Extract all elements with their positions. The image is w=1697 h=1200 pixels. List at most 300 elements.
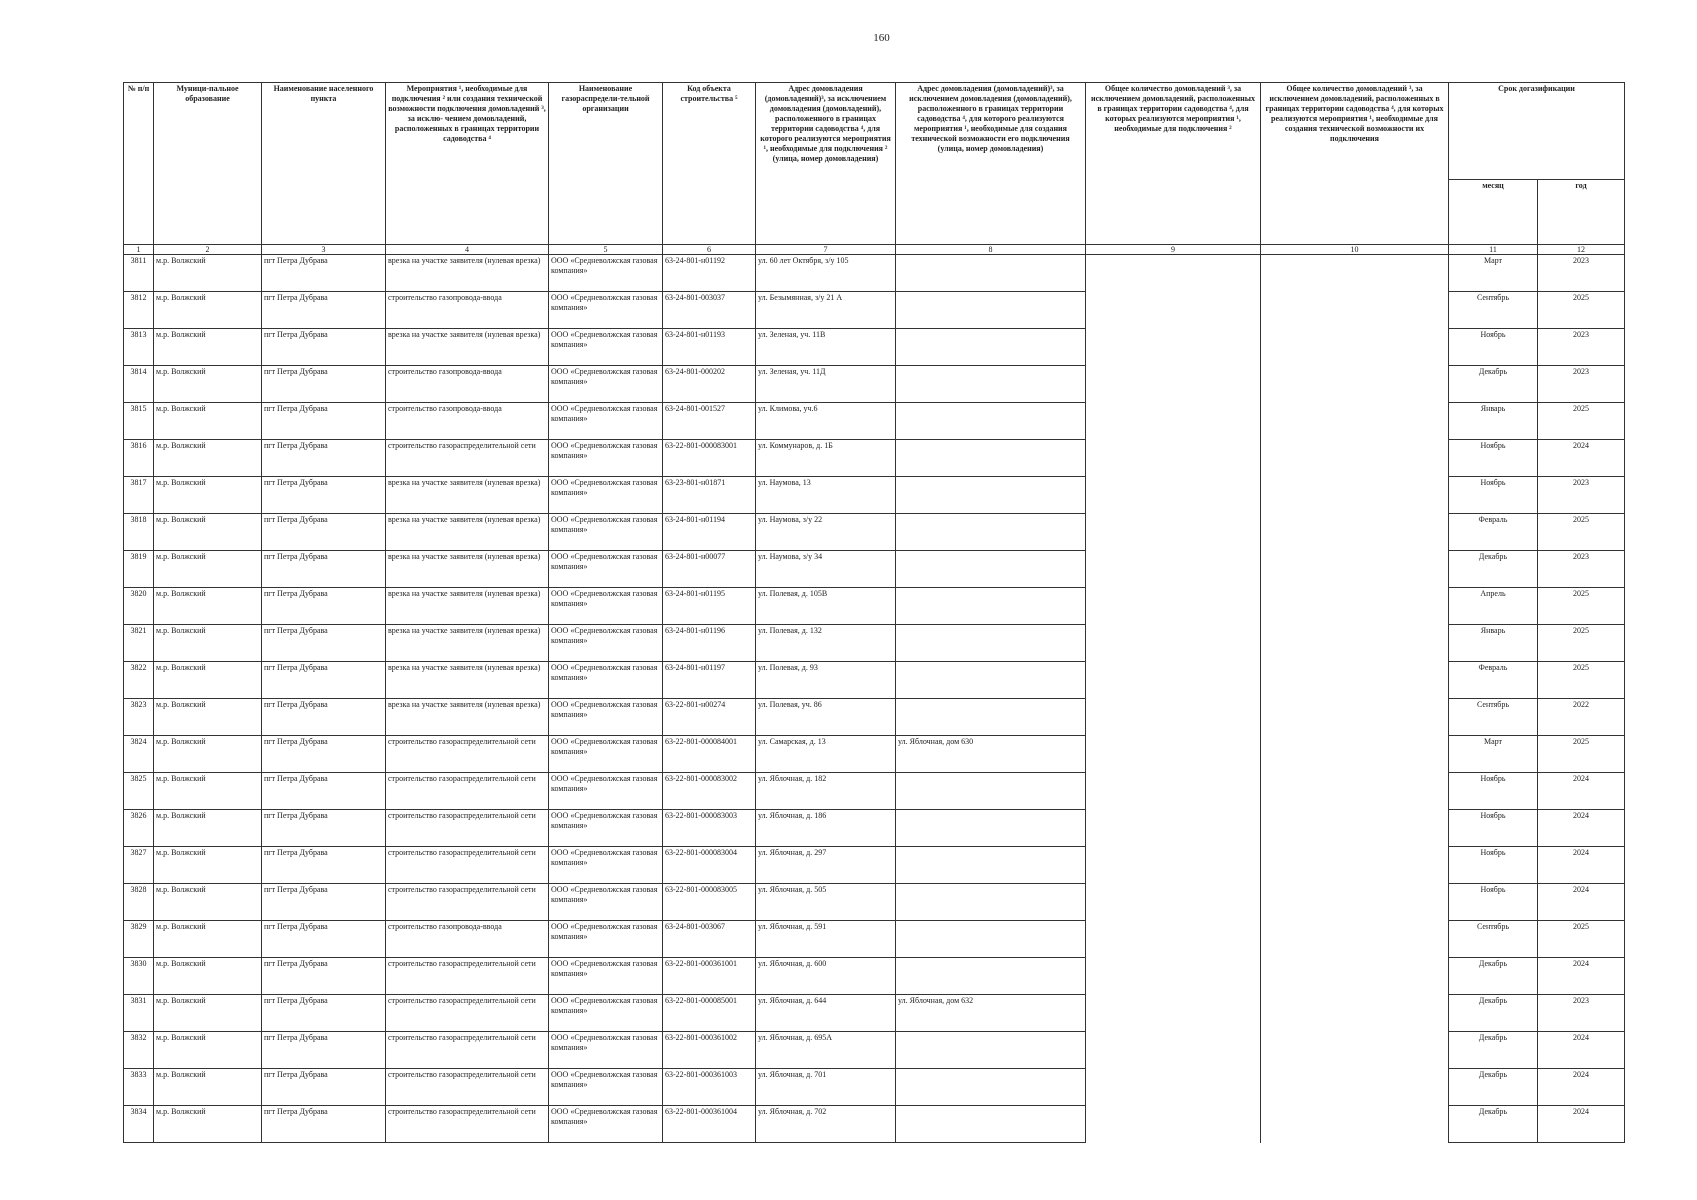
- object-code-cell: 63-23-801-н01871: [663, 477, 756, 514]
- address-technical-cell: [896, 1032, 1086, 1069]
- month-cell: Декабрь: [1449, 1106, 1538, 1143]
- table-row: [124, 736, 1625, 773]
- address-technical-cell: [896, 1069, 1086, 1106]
- measure-cell: строительство газопровода-ввода: [386, 292, 549, 329]
- year-cell: 2025: [1538, 625, 1625, 662]
- count-connection-cell: [1086, 1069, 1261, 1106]
- header-deadline: Срок догазификации: [1449, 83, 1625, 180]
- month-cell: Январь: [1449, 625, 1538, 662]
- municipality-cell: м.р. Волжский: [154, 440, 262, 477]
- count-connection-cell: [1086, 440, 1261, 477]
- count-technical-cell: [1261, 773, 1449, 810]
- organization-cell: ООО «Средневолжская газовая компания»: [549, 403, 663, 440]
- table-row: [124, 662, 1625, 699]
- year-cell: 2024: [1538, 1069, 1625, 1106]
- count-technical-cell: [1261, 403, 1449, 440]
- address-technical-cell: [896, 662, 1086, 699]
- organization-cell: ООО «Средневолжская газовая компания»: [549, 995, 663, 1032]
- row-number: 3814: [124, 366, 154, 403]
- object-code-cell: 63-22-801-000083004: [663, 847, 756, 884]
- year-cell: 2023: [1538, 477, 1625, 514]
- month-cell: Ноябрь: [1449, 884, 1538, 921]
- column-number: 6: [663, 245, 756, 255]
- object-code-cell: 63-24-801-н01193: [663, 329, 756, 366]
- object-code-cell: 63-24-801-000202: [663, 366, 756, 403]
- count-connection-cell: [1086, 366, 1261, 403]
- year-cell: 2023: [1538, 551, 1625, 588]
- count-connection-cell: [1086, 551, 1261, 588]
- municipality-cell: м.р. Волжский: [154, 773, 262, 810]
- row-number: 3826: [124, 810, 154, 847]
- settlement-cell: пгт Петра Дубрава: [262, 1106, 386, 1143]
- count-technical-cell: [1261, 329, 1449, 366]
- page-number: 160: [873, 32, 890, 44]
- count-technical-cell: [1261, 588, 1449, 625]
- count-technical-cell: [1261, 847, 1449, 884]
- table-row: [124, 810, 1625, 847]
- address-technical-cell: [896, 810, 1086, 847]
- municipality-cell: м.р. Волжский: [154, 625, 262, 662]
- year-cell: 2024: [1538, 810, 1625, 847]
- table-row: [124, 1106, 1625, 1143]
- settlement-cell: пгт Петра Дубрава: [262, 329, 386, 366]
- organization-cell: ООО «Средневолжская газовая компания»: [549, 255, 663, 292]
- object-code-cell: 63-22-801-000083001: [663, 440, 756, 477]
- row-number: 3832: [124, 1032, 154, 1069]
- year-cell: 2024: [1538, 847, 1625, 884]
- table-row: [124, 1069, 1625, 1106]
- table-row: [124, 921, 1625, 958]
- object-code-cell: 63-22-801-н00274: [663, 699, 756, 736]
- count-connection-cell: [1086, 995, 1261, 1032]
- address-technical-cell: [896, 884, 1086, 921]
- address-connection-cell: ул. Безымянная, з/у 21 А: [756, 292, 896, 329]
- count-technical-cell: [1261, 884, 1449, 921]
- count-technical-cell: [1261, 551, 1449, 588]
- table-row: [124, 588, 1625, 625]
- organization-cell: ООО «Средневолжская газовая компания»: [549, 625, 663, 662]
- count-connection-cell: [1086, 736, 1261, 773]
- address-connection-cell: ул. Яблочная, д. 186: [756, 810, 896, 847]
- measure-cell: строительство газораспределительной сети: [386, 847, 549, 884]
- count-technical-cell: [1261, 921, 1449, 958]
- row-number: 3828: [124, 884, 154, 921]
- organization-cell: ООО «Средневолжская газовая компания»: [549, 366, 663, 403]
- column-number: 4: [386, 245, 549, 255]
- address-technical-cell: [896, 551, 1086, 588]
- address-connection-cell: ул. Наумова, з/у 22: [756, 514, 896, 551]
- row-number: 3833: [124, 1069, 154, 1106]
- count-technical-cell: [1261, 477, 1449, 514]
- table-row: [124, 884, 1625, 921]
- count-connection-cell: [1086, 329, 1261, 366]
- object-code-cell: 63-24-801-003067: [663, 921, 756, 958]
- settlement-cell: пгт Петра Дубрава: [262, 1069, 386, 1106]
- month-cell: Ноябрь: [1449, 847, 1538, 884]
- municipality-cell: м.р. Волжский: [154, 551, 262, 588]
- measure-cell: врезка на участке заявителя (нулевая врезка): [386, 662, 549, 699]
- address-technical-cell: [896, 440, 1086, 477]
- measure-cell: строительство газораспределительной сети: [386, 1106, 549, 1143]
- year-cell: 2025: [1538, 514, 1625, 551]
- row-number: 3820: [124, 588, 154, 625]
- address-connection-cell: ул. Зеленая, уч. 11Д: [756, 366, 896, 403]
- year-cell: 2023: [1538, 995, 1625, 1032]
- header-count-technical: Общее количество домовладений ³, за исключением домовладений, расположенных в границах территории садоводства ⁴, для которых реализуются мероприятия ¹, необходимые для создания технической возможности их подключения: [1261, 83, 1449, 245]
- year-cell: 2023: [1538, 329, 1625, 366]
- measure-cell: строительство газораспределительной сети: [386, 1032, 549, 1069]
- row-number: 3829: [124, 921, 154, 958]
- settlement-cell: пгт Петра Дубрава: [262, 588, 386, 625]
- column-numbers-row: [124, 245, 1625, 255]
- address-connection-cell: ул. Яблочная, д. 695А: [756, 1032, 896, 1069]
- organization-cell: ООО «Средневолжская газовая компания»: [549, 847, 663, 884]
- address-connection-cell: ул. Коммунаров, д. 1Б: [756, 440, 896, 477]
- address-technical-cell: [896, 514, 1086, 551]
- row-number: 3812: [124, 292, 154, 329]
- object-code-cell: 63-22-801-000361004: [663, 1106, 756, 1143]
- table-row: [124, 329, 1625, 366]
- object-code-cell: 63-22-801-000083002: [663, 773, 756, 810]
- count-connection-cell: [1086, 255, 1261, 292]
- object-code-cell: 63-24-801-н00077: [663, 551, 756, 588]
- municipality-cell: м.р. Волжский: [154, 1032, 262, 1069]
- month-cell: Январь: [1449, 403, 1538, 440]
- row-number: 3831: [124, 995, 154, 1032]
- measure-cell: врезка на участке заявителя (нулевая врезка): [386, 588, 549, 625]
- count-technical-cell: [1261, 995, 1449, 1032]
- municipality-cell: м.р. Волжский: [154, 884, 262, 921]
- header-municipality: Муници-пальное образование: [154, 83, 262, 245]
- column-number: 2: [154, 245, 262, 255]
- count-technical-cell: [1261, 1069, 1449, 1106]
- municipality-cell: м.р. Волжский: [154, 810, 262, 847]
- count-connection-cell: [1086, 958, 1261, 995]
- organization-cell: ООО «Средневолжская газовая компания»: [549, 514, 663, 551]
- table-row: [124, 514, 1625, 551]
- row-number: 3819: [124, 551, 154, 588]
- municipality-cell: м.р. Волжский: [154, 736, 262, 773]
- count-connection-cell: [1086, 699, 1261, 736]
- organization-cell: ООО «Средневолжская газовая компания»: [549, 736, 663, 773]
- count-connection-cell: [1086, 1106, 1261, 1143]
- count-technical-cell: [1261, 514, 1449, 551]
- municipality-cell: м.р. Волжский: [154, 329, 262, 366]
- table-row: [124, 699, 1625, 736]
- table-row: [124, 366, 1625, 403]
- month-cell: Февраль: [1449, 514, 1538, 551]
- count-connection-cell: [1086, 773, 1261, 810]
- month-cell: Апрель: [1449, 588, 1538, 625]
- header-count-connection: Общее количество домовладений ³, за исключением домовладений, расположенных в границах территории садоводства ⁴, для которых реализуются мероприятия ¹, необходимые для подключения ²: [1086, 83, 1261, 245]
- municipality-cell: м.р. Волжский: [154, 292, 262, 329]
- year-cell: 2025: [1538, 662, 1625, 699]
- month-cell: Ноябрь: [1449, 477, 1538, 514]
- row-number: 3811: [124, 255, 154, 292]
- month-cell: Ноябрь: [1449, 329, 1538, 366]
- organization-cell: ООО «Средневолжская газовая компания»: [549, 1032, 663, 1069]
- row-number: 3816: [124, 440, 154, 477]
- row-number: 3825: [124, 773, 154, 810]
- row-number: 3813: [124, 329, 154, 366]
- gasification-table: [123, 82, 1625, 1143]
- measure-cell: строительство газопровода-ввода: [386, 403, 549, 440]
- object-code-cell: 63-24-801-н01192: [663, 255, 756, 292]
- month-cell: Март: [1449, 255, 1538, 292]
- address-technical-cell: ул. Яблочная, дом 630: [896, 736, 1086, 773]
- measure-cell: врезка на участке заявителя (нулевая врезка): [386, 699, 549, 736]
- address-technical-cell: [896, 329, 1086, 366]
- count-connection-cell: [1086, 588, 1261, 625]
- settlement-cell: пгт Петра Дубрава: [262, 736, 386, 773]
- address-connection-cell: ул. Яблочная, д. 644: [756, 995, 896, 1032]
- table-row: [124, 847, 1625, 884]
- header-measures: Мероприятия ¹, необходимые для подключения ² или создания технической возможности подключения домовладений ³, за исклю- чением домовладений, расположенных в границах территории садоводства ⁴: [386, 83, 549, 245]
- address-connection-cell: ул. Климова, уч.6: [756, 403, 896, 440]
- address-connection-cell: ул. Яблочная, д. 701: [756, 1069, 896, 1106]
- month-cell: Декабрь: [1449, 1069, 1538, 1106]
- measure-cell: строительство газораспределительной сети: [386, 884, 549, 921]
- settlement-cell: пгт Петра Дубрава: [262, 403, 386, 440]
- count-technical-cell: [1261, 662, 1449, 699]
- address-connection-cell: ул. Яблочная, д. 702: [756, 1106, 896, 1143]
- count-technical-cell: [1261, 366, 1449, 403]
- count-technical-cell: [1261, 1032, 1449, 1069]
- address-connection-cell: ул. Полевая, д. 105В: [756, 588, 896, 625]
- measure-cell: врезка на участке заявителя (нулевая врезка): [386, 255, 549, 292]
- settlement-cell: пгт Петра Дубрава: [262, 773, 386, 810]
- settlement-cell: пгт Петра Дубрава: [262, 440, 386, 477]
- month-cell: Сентябрь: [1449, 699, 1538, 736]
- address-technical-cell: [896, 403, 1086, 440]
- address-technical-cell: [896, 588, 1086, 625]
- object-code-cell: 63-22-801-000361002: [663, 1032, 756, 1069]
- municipality-cell: м.р. Волжский: [154, 699, 262, 736]
- table-row: [124, 1032, 1625, 1069]
- column-number: 12: [1538, 245, 1625, 255]
- count-technical-cell: [1261, 736, 1449, 773]
- address-connection-cell: ул. Яблочная, д. 182: [756, 773, 896, 810]
- row-number: 3822: [124, 662, 154, 699]
- object-code-cell: 63-24-801-003037: [663, 292, 756, 329]
- municipality-cell: м.р. Волжский: [154, 958, 262, 995]
- count-technical-cell: [1261, 958, 1449, 995]
- row-number: 3818: [124, 514, 154, 551]
- settlement-cell: пгт Петра Дубрава: [262, 995, 386, 1032]
- settlement-cell: пгт Петра Дубрава: [262, 810, 386, 847]
- month-cell: Ноябрь: [1449, 810, 1538, 847]
- address-technical-cell: [896, 699, 1086, 736]
- organization-cell: ООО «Средневолжская газовая компания»: [549, 588, 663, 625]
- row-number: 3821: [124, 625, 154, 662]
- count-connection-cell: [1086, 662, 1261, 699]
- column-number: 7: [756, 245, 896, 255]
- address-technical-cell: [896, 1106, 1086, 1143]
- organization-cell: ООО «Средневолжская газовая компания»: [549, 884, 663, 921]
- object-code-cell: 63-24-801-н01197: [663, 662, 756, 699]
- measure-cell: врезка на участке заявителя (нулевая врезка): [386, 329, 549, 366]
- measure-cell: врезка на участке заявителя (нулевая врезка): [386, 477, 549, 514]
- count-technical-cell: [1261, 255, 1449, 292]
- month-cell: Декабрь: [1449, 366, 1538, 403]
- settlement-cell: пгт Петра Дубрава: [262, 477, 386, 514]
- settlement-cell: пгт Петра Дубрава: [262, 1032, 386, 1069]
- year-cell: 2024: [1538, 1032, 1625, 1069]
- table-row: [124, 477, 1625, 514]
- row-number: 3817: [124, 477, 154, 514]
- object-code-cell: 63-22-801-000085001: [663, 995, 756, 1032]
- year-cell: 2024: [1538, 1106, 1625, 1143]
- table-row: [124, 625, 1625, 662]
- year-cell: 2023: [1538, 255, 1625, 292]
- column-number: 1: [124, 245, 154, 255]
- object-code-cell: 63-22-801-000083005: [663, 884, 756, 921]
- year-cell: 2023: [1538, 366, 1625, 403]
- address-connection-cell: ул. Яблочная, д. 297: [756, 847, 896, 884]
- settlement-cell: пгт Петра Дубрава: [262, 958, 386, 995]
- column-number: 8: [896, 245, 1086, 255]
- settlement-cell: пгт Петра Дубрава: [262, 551, 386, 588]
- settlement-cell: пгт Петра Дубрава: [262, 625, 386, 662]
- month-cell: Ноябрь: [1449, 773, 1538, 810]
- table-row: [124, 958, 1625, 995]
- month-cell: Декабрь: [1449, 995, 1538, 1032]
- table-row: [124, 255, 1625, 292]
- address-technical-cell: [896, 773, 1086, 810]
- settlement-cell: пгт Петра Дубрава: [262, 662, 386, 699]
- table-row: [124, 440, 1625, 477]
- organization-cell: ООО «Средневолжская газовая компания»: [549, 699, 663, 736]
- settlement-cell: пгт Петра Дубрава: [262, 699, 386, 736]
- address-connection-cell: ул. Полевая, д. 93: [756, 662, 896, 699]
- month-cell: Сентябрь: [1449, 292, 1538, 329]
- address-technical-cell: [896, 921, 1086, 958]
- month-cell: Декабрь: [1449, 1032, 1538, 1069]
- address-connection-cell: ул. Яблочная, д. 505: [756, 884, 896, 921]
- address-technical-cell: ул. Яблочная, дом 632: [896, 995, 1086, 1032]
- count-connection-cell: [1086, 921, 1261, 958]
- count-connection-cell: [1086, 292, 1261, 329]
- object-code-cell: 63-24-801-н01196: [663, 625, 756, 662]
- month-cell: Ноябрь: [1449, 440, 1538, 477]
- address-connection-cell: ул. Самарская, д. 13: [756, 736, 896, 773]
- municipality-cell: м.р. Волжский: [154, 514, 262, 551]
- municipality-cell: м.р. Волжский: [154, 1106, 262, 1143]
- year-cell: 2024: [1538, 958, 1625, 995]
- row-number: 3823: [124, 699, 154, 736]
- count-connection-cell: [1086, 625, 1261, 662]
- count-connection-cell: [1086, 884, 1261, 921]
- header-year: год: [1538, 180, 1625, 245]
- count-connection-cell: [1086, 514, 1261, 551]
- object-code-cell: 63-24-801-001527: [663, 403, 756, 440]
- column-number: 3: [262, 245, 386, 255]
- measure-cell: врезка на участке заявителя (нулевая врезка): [386, 514, 549, 551]
- organization-cell: ООО «Средневолжская газовая компания»: [549, 551, 663, 588]
- table-row: [124, 403, 1625, 440]
- municipality-cell: м.р. Волжский: [154, 847, 262, 884]
- year-cell: 2024: [1538, 773, 1625, 810]
- year-cell: 2025: [1538, 736, 1625, 773]
- organization-cell: ООО «Средневолжская газовая компания»: [549, 773, 663, 810]
- measure-cell: строительство газораспределительной сети: [386, 958, 549, 995]
- settlement-cell: пгт Петра Дубрава: [262, 255, 386, 292]
- measure-cell: строительство газораспределительной сети: [386, 995, 549, 1032]
- count-technical-cell: [1261, 810, 1449, 847]
- measure-cell: врезка на участке заявителя (нулевая врезка): [386, 551, 549, 588]
- count-technical-cell: [1261, 292, 1449, 329]
- count-connection-cell: [1086, 477, 1261, 514]
- organization-cell: ООО «Средневолжская газовая компания»: [549, 329, 663, 366]
- count-technical-cell: [1261, 440, 1449, 477]
- address-connection-cell: ул. Полевая, уч. 86: [756, 699, 896, 736]
- table-row: [124, 995, 1625, 1032]
- settlement-cell: пгт Петра Дубрава: [262, 847, 386, 884]
- table-row: [124, 551, 1625, 588]
- address-technical-cell: [896, 292, 1086, 329]
- header-number: № п/п: [124, 83, 154, 245]
- address-technical-cell: [896, 255, 1086, 292]
- address-technical-cell: [896, 477, 1086, 514]
- column-number: 5: [549, 245, 663, 255]
- measure-cell: строительство газораспределительной сети: [386, 773, 549, 810]
- year-cell: 2025: [1538, 921, 1625, 958]
- measure-cell: строительство газопровода-ввода: [386, 921, 549, 958]
- header-object-code: Код объекта строительства ⁵: [663, 83, 756, 245]
- municipality-cell: м.р. Волжский: [154, 662, 262, 699]
- municipality-cell: м.р. Волжский: [154, 403, 262, 440]
- count-technical-cell: [1261, 1106, 1449, 1143]
- object-code-cell: 63-22-801-000084001: [663, 736, 756, 773]
- municipality-cell: м.р. Волжский: [154, 1069, 262, 1106]
- address-technical-cell: [896, 366, 1086, 403]
- year-cell: 2024: [1538, 884, 1625, 921]
- year-cell: 2025: [1538, 588, 1625, 625]
- measure-cell: строительство газораспределительной сети: [386, 736, 549, 773]
- header-address-connection: Адрес домовладения (домовладений)³, за исключением домовладения (домовладений), расположенного в границах территории садоводства ⁴, для которого реализуются мероприятия ¹, необходимые для подключения ² (улица, номер домовладения): [756, 83, 896, 245]
- address-connection-cell: ул. Полевая, д. 132: [756, 625, 896, 662]
- row-number: 3830: [124, 958, 154, 995]
- address-connection-cell: ул. Наумова, 13: [756, 477, 896, 514]
- header-settlement: Наименование населенного пункта: [262, 83, 386, 245]
- municipality-cell: м.р. Волжский: [154, 921, 262, 958]
- organization-cell: ООО «Средневолжская газовая компания»: [549, 440, 663, 477]
- month-cell: Февраль: [1449, 662, 1538, 699]
- year-cell: 2025: [1538, 292, 1625, 329]
- object-code-cell: 63-22-801-000361001: [663, 958, 756, 995]
- settlement-cell: пгт Петра Дубрава: [262, 514, 386, 551]
- organization-cell: ООО «Средневолжская газовая компания»: [549, 1106, 663, 1143]
- row-number: 3834: [124, 1106, 154, 1143]
- settlement-cell: пгт Петра Дубрава: [262, 884, 386, 921]
- count-connection-cell: [1086, 403, 1261, 440]
- table-row: [124, 773, 1625, 810]
- address-connection-cell: ул. Зеленая, уч. 11В: [756, 329, 896, 366]
- month-cell: Март: [1449, 736, 1538, 773]
- header-organization: Наименование газораспредели-тельной организации: [549, 83, 663, 245]
- address-connection-cell: ул. Наумова, з/у 34: [756, 551, 896, 588]
- address-connection-cell: ул. 60 лет Октября, з/у 105: [756, 255, 896, 292]
- year-cell: 2022: [1538, 699, 1625, 736]
- measure-cell: врезка на участке заявителя (нулевая врезка): [386, 625, 549, 662]
- year-cell: 2025: [1538, 403, 1625, 440]
- address-technical-cell: [896, 847, 1086, 884]
- address-technical-cell: [896, 625, 1086, 662]
- month-cell: Декабрь: [1449, 958, 1538, 995]
- municipality-cell: м.р. Волжский: [154, 255, 262, 292]
- column-number: 9: [1086, 245, 1261, 255]
- organization-cell: ООО «Средневолжская газовая компания»: [549, 477, 663, 514]
